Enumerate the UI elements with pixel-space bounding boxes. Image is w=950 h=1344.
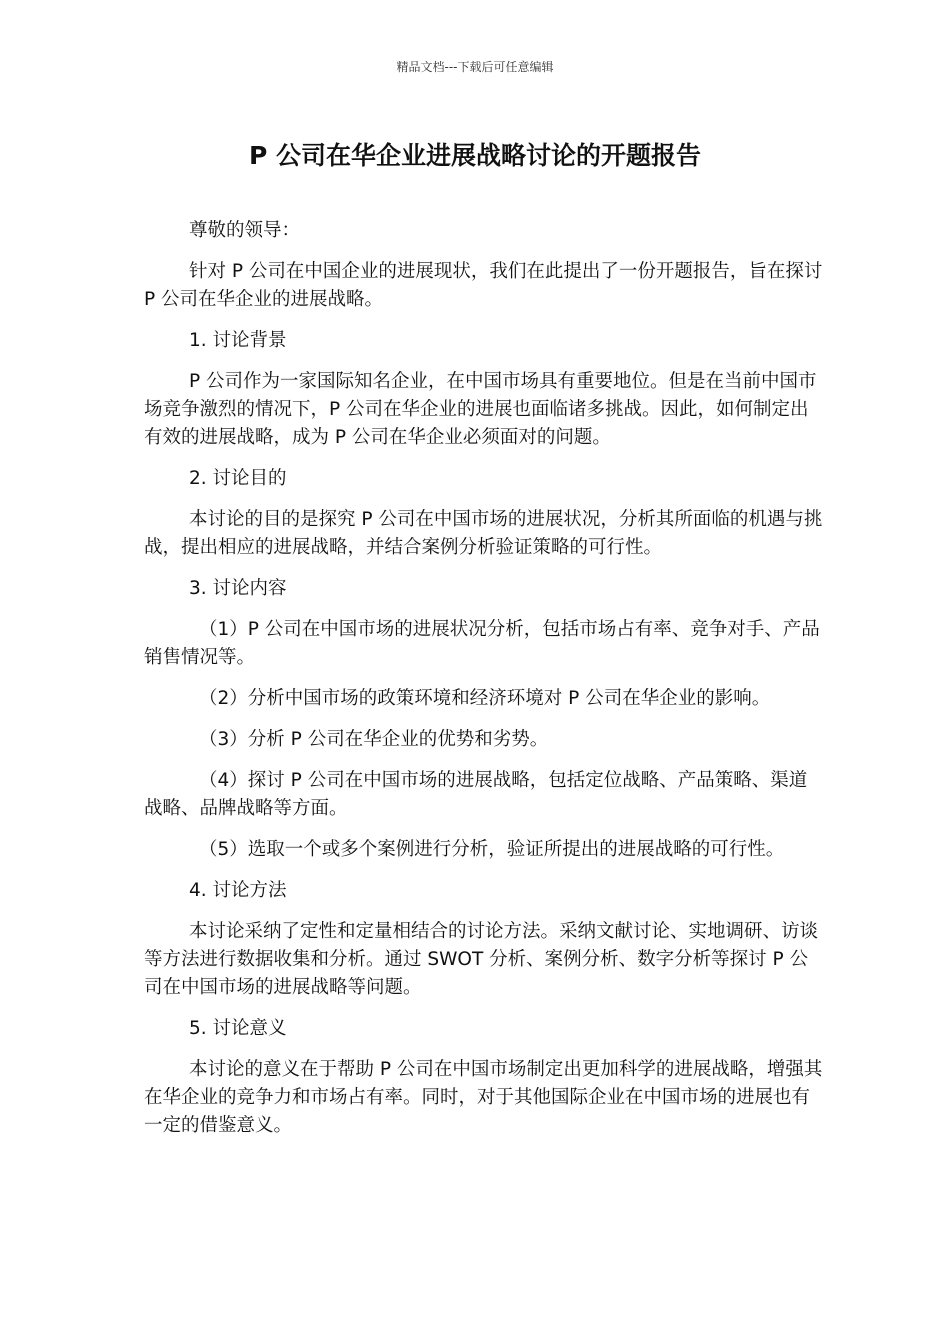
background-paragraph: P 公司作为一家国际知名企业，在中国市场具有重要地位。但是在当前中国市场竞争激烈的情况下，P 公司在华企业的进展也面临诸多挑战。因此，如何制定出有效的进展战略，成为 P 公司在华企业必须面对的问题。 (144, 371, 817, 448)
intro-paragraph: 针对 P 公司在中国企业的进展现状，我们在此提出了一份开题报告，旨在探讨 P 公司在华企业的进展战略。 (144, 261, 823, 310)
document-body (144, 217, 824, 1153)
purpose-paragraph: 本讨论的目的是探究 P 公司在中国市场的进展状况，分析其所面临的机遇与挑战，提出相应的进展战略，并结合案例分析验证策略的可行性。 (144, 509, 823, 558)
section-heading-method: 4. 讨论方法 (189, 880, 287, 901)
content-item: （3）分析 P 公司在华企业的优势和劣势。 (199, 729, 549, 750)
content-item: （5）选取一个或多个案例进行分析，验证所提出的进展战略的可行性。 (199, 839, 785, 860)
significance-paragraph: 本讨论的意义在于帮助 P 公司在中国市场制定出更加科学的进展战略，增强其在华企业的竞争力和市场占有率。同时，对于其他国际企业在中国市场的进展也有一定的借鉴意义。 (144, 1059, 823, 1136)
section-heading-significance: 5. 讨论意义 (189, 1018, 287, 1039)
salutation: 尊敬的领导： (189, 220, 301, 241)
page-header-note: 精品文档---下载后可任意编辑 (396, 60, 554, 74)
method-paragraph: 本讨论采纳了定性和定量相结合的讨论方法。采纳文献讨论、实地调研、访谈等方法进行数据收集和分析。通过 SWOT 分析、案例分析、数字分析等探讨 P 公司在中国市场的进展战略等问题。 (144, 921, 819, 998)
content-item: （4）探讨 P 公司在中国市场的进展战略，包括定位战略、产品策略、渠道战略、品牌战略等方面。 (144, 770, 808, 819)
document-title: P 公司在华企业进展战略讨论的开题报告 (248, 141, 702, 170)
section-heading-content: 3. 讨论内容 (189, 578, 287, 599)
content-item: （2）分析中国市场的政策环境和经济环境对 P 公司在华企业的影响。 (199, 688, 771, 709)
section-heading-background: 1. 讨论背景 (189, 330, 287, 351)
section-heading-purpose: 2. 讨论目的 (189, 468, 287, 489)
content-item: （1）P 公司在中国市场的进展状况分析，包括市场占有率、竞争对手、产品销售情况等。 (144, 619, 820, 668)
